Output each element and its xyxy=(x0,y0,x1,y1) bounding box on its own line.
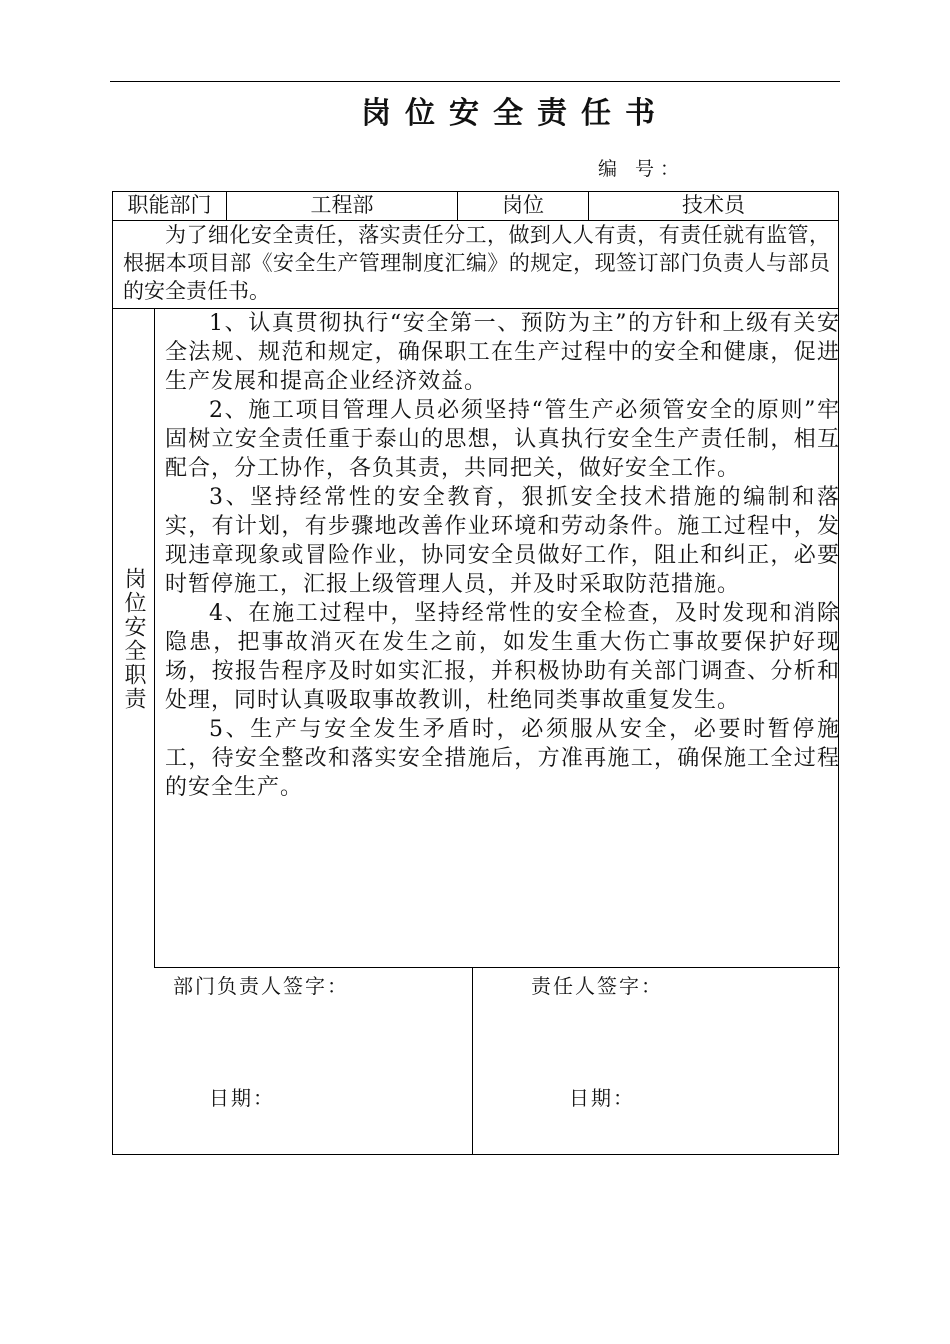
duty-item: 5、生产与安全发生矛盾时，必须服从安全，必要时暂停施工，待安全整改和落实安全措施后，方准再施工，确保施工全过程的安全生产。 xyxy=(165,717,840,800)
responsibility-form xyxy=(112,191,839,1155)
duty-item: 3、坚持经常性的安全教育，狠抓安全技术措施的编制和落实，有计划，有步骤地改善作业环境和劳动条件。施工过程中，发现违章现象或冒险作业，协同安全员做好工作，阻止和纠正，必要时暂停施工，汇报上级管理人员，并及时采取防范措施。 xyxy=(165,485,840,597)
duty-item: 4、在施工过程中，坚持经常性的安全检查，及时发现和消除隐患，把事故消灭在发生之前，如发生重大伤亡事故要保护好现场，按报告程序及时如实汇报，并积极协助有关部门调查、分析和处理，同时认真吸取事故教训，杜绝同类事故重复发生。 xyxy=(165,601,840,713)
responsible-date-label: 日期： xyxy=(569,1086,635,1110)
dept-head-date-label: 日期： xyxy=(209,1086,275,1110)
dept-head-signature-cell xyxy=(113,968,473,1154)
dept-label: 职能部门 xyxy=(113,192,227,220)
post-value: 技术员 xyxy=(682,193,745,217)
document-number-label: 编 号： xyxy=(598,158,686,180)
document-title: 岗位安全责任书 xyxy=(361,96,669,131)
header-row xyxy=(113,192,838,221)
top-rule xyxy=(110,81,840,82)
responsible-signature-cell xyxy=(473,968,838,1154)
duties-label-cell xyxy=(113,309,155,968)
duty-item: 1、认真贯彻执行“安全第一、预防为主”的方针和上级有关安全法规、规范和规定，确保职工在生产过程中的安全和健康，促进生产发展和提高企业经济效益。 xyxy=(165,311,840,394)
duties-label: 岗位安全职责 xyxy=(121,566,146,711)
duty-item: 2、施工项目管理人员必须坚持“管生产必须管安全的原则”牢固树立安全责任重于泰山的思想，认真执行安全生产责任制，相互配合，分工协作，各负其责，共同把关，做好安全工作。 xyxy=(165,398,840,481)
intro-paragraph: 为了细化安全责任，落实责任分工，做到人人有责，有责任就有监管，根据本项目部《安全生产管理制度汇编》的规定，现签订部门负责人与部员的安全责任书。 xyxy=(113,221,838,309)
post-label: 岗位 xyxy=(458,192,589,220)
dept-value: 工程部 xyxy=(227,192,458,220)
responsible-signature-label: 责任人签字： xyxy=(531,974,663,998)
duties-body xyxy=(155,309,840,968)
dept-head-signature-label: 部门负责人签字： xyxy=(173,974,349,998)
